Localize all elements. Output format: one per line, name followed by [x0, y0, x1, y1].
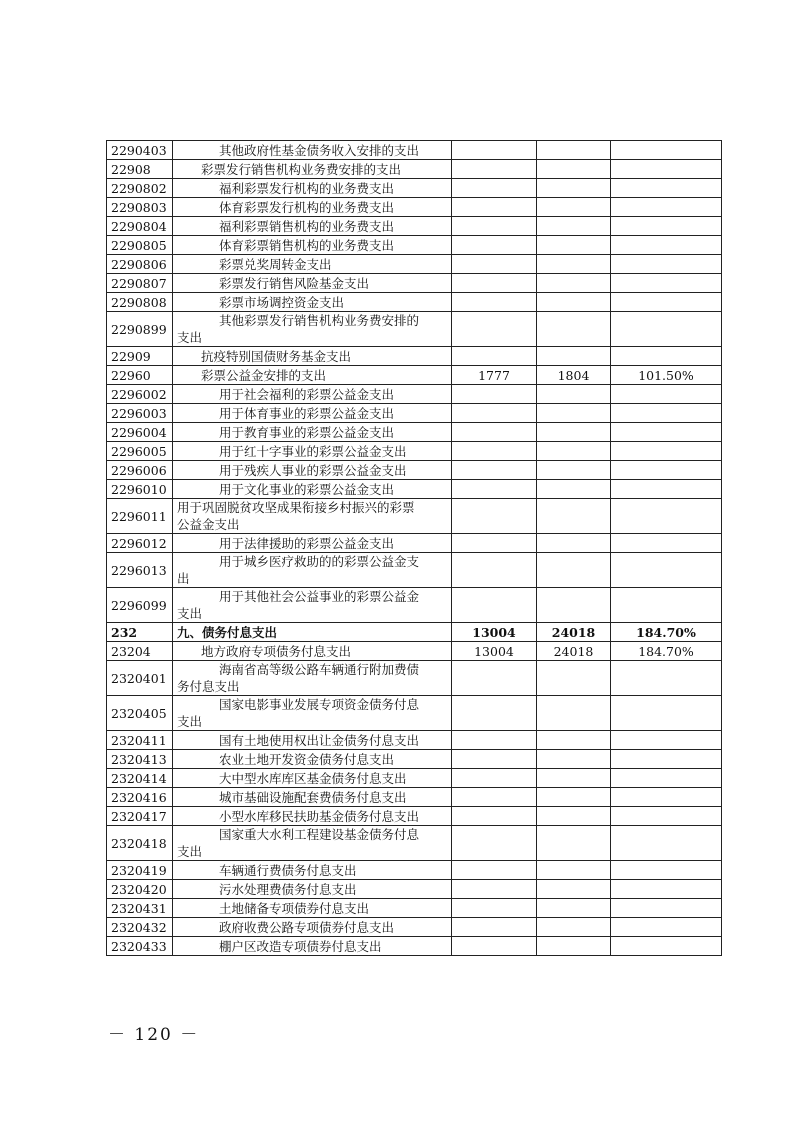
- row-value-budget: [452, 236, 537, 255]
- row-name: [173, 217, 452, 236]
- row-value-budget: [452, 788, 537, 807]
- table-row: [107, 880, 722, 899]
- row-value-percent: [611, 696, 722, 731]
- row-name-line1: 用于巩固脱贫攻坚成果衔接乡村振兴的彩票: [177, 500, 415, 515]
- row-code: 2320405: [107, 696, 173, 731]
- row-code: 2320416: [107, 788, 173, 807]
- row-value-budget: [452, 731, 537, 750]
- table-row: [107, 217, 722, 236]
- row-code: 2320418: [107, 826, 173, 861]
- row-name: [173, 623, 452, 642]
- row-value-actual: [537, 661, 611, 696]
- row-name-line2: 支出: [177, 606, 203, 621]
- row-name: [173, 179, 452, 198]
- row-code: 2296005: [107, 442, 173, 461]
- row-value-percent: 184.70%: [611, 623, 722, 642]
- table-row: [107, 788, 722, 807]
- row-value-budget: [452, 347, 537, 366]
- row-value-actual: [537, 499, 611, 534]
- row-name-text: 地方政府专项债务付息支出: [201, 643, 352, 659]
- row-value-budget: [452, 217, 537, 236]
- row-name-text: 国有土地使用权出让金债务付息支出: [219, 732, 420, 748]
- row-code: 2290805: [107, 236, 173, 255]
- table-row: [107, 179, 722, 198]
- table-row: [107, 826, 722, 861]
- row-name: [173, 499, 452, 534]
- row-value-percent: [611, 553, 722, 588]
- row-value-percent: [611, 588, 722, 623]
- row-value-percent: [611, 217, 722, 236]
- row-value-budget: [452, 826, 537, 861]
- row-name: [173, 198, 452, 217]
- row-name-line1: 其他彩票发行销售机构业务费安排的: [219, 313, 420, 328]
- page-number: － 120 －: [108, 1025, 200, 1045]
- row-name-text: 政府收费公路专项债券付息支出: [219, 919, 395, 935]
- row-name: [173, 642, 452, 661]
- row-name-line2: 支出: [177, 714, 203, 729]
- table-row: [107, 461, 722, 480]
- row-value-percent: [611, 312, 722, 347]
- row-value-percent: [611, 937, 722, 956]
- row-value-percent: [611, 661, 722, 696]
- table-row: [107, 499, 722, 534]
- row-value-budget: [452, 293, 537, 312]
- row-value-actual: [537, 236, 611, 255]
- row-code: 2290807: [107, 274, 173, 293]
- row-name-line2: 务付息支出: [177, 679, 240, 694]
- table-row: [107, 861, 722, 880]
- table-row: [107, 255, 722, 274]
- row-name-text: 体育彩票销售机构的业务费支出: [219, 237, 395, 253]
- row-name: [173, 534, 452, 553]
- row-code: 232: [107, 623, 173, 642]
- row-value-actual: 24018: [537, 623, 611, 642]
- row-code: 2290803: [107, 198, 173, 217]
- row-value-budget: [452, 160, 537, 179]
- row-value-percent: 101.50%: [611, 366, 722, 385]
- row-name-text: 彩票兑奖周转金支出: [219, 256, 332, 272]
- row-name: [173, 293, 452, 312]
- row-code: 22960: [107, 366, 173, 385]
- row-name-text: 九、债务付息支出: [177, 624, 278, 640]
- row-value-percent: [611, 274, 722, 293]
- row-code: 2296002: [107, 385, 173, 404]
- row-name: [173, 312, 452, 347]
- table-row: [107, 347, 722, 366]
- row-code: 2296006: [107, 461, 173, 480]
- row-name: [173, 347, 452, 366]
- row-name: [173, 769, 452, 788]
- row-value-percent: [611, 160, 722, 179]
- table-row: [107, 404, 722, 423]
- row-value-budget: [452, 480, 537, 499]
- row-value-percent: [611, 534, 722, 553]
- row-value-actual: [537, 788, 611, 807]
- table-row: [107, 769, 722, 788]
- row-value-actual: [537, 807, 611, 826]
- row-value-budget: [452, 661, 537, 696]
- row-value-percent: [611, 404, 722, 423]
- table-row: [107, 623, 722, 642]
- row-name-text: 农业土地开发资金债务付息支出: [219, 751, 395, 767]
- row-code: 22908: [107, 160, 173, 179]
- row-name-line1: 海南省高等级公路车辆通行附加费债: [219, 662, 420, 677]
- row-value-actual: [537, 534, 611, 553]
- row-value-actual: [537, 347, 611, 366]
- row-name-text: 污水处理费债务付息支出: [219, 881, 357, 897]
- row-value-percent: [611, 347, 722, 366]
- row-name: [173, 588, 452, 623]
- table-row: [107, 588, 722, 623]
- row-value-percent: [611, 861, 722, 880]
- row-value-budget: 1777: [452, 366, 537, 385]
- row-name-text: 用于社会福利的彩票公益金支出: [219, 386, 395, 402]
- row-value-budget: [452, 198, 537, 217]
- row-value-actual: [537, 423, 611, 442]
- row-value-percent: [611, 731, 722, 750]
- row-code: 2290802: [107, 179, 173, 198]
- row-code: 2320401: [107, 661, 173, 696]
- row-code: 2290403: [107, 141, 173, 160]
- table-row: [107, 553, 722, 588]
- row-value-actual: [537, 696, 611, 731]
- row-value-budget: [452, 404, 537, 423]
- row-value-actual: [537, 553, 611, 588]
- row-name: [173, 160, 452, 179]
- row-name: [173, 553, 452, 588]
- row-name: [173, 696, 452, 731]
- row-code: 2296099: [107, 588, 173, 623]
- row-value-budget: [452, 461, 537, 480]
- row-code: 2290808: [107, 293, 173, 312]
- row-name-line1: 用于其他社会公益事业的彩票公益金: [219, 589, 420, 604]
- row-value-actual: [537, 385, 611, 404]
- row-value-budget: 13004: [452, 642, 537, 661]
- row-value-percent: [611, 899, 722, 918]
- row-name: [173, 750, 452, 769]
- row-value-budget: 13004: [452, 623, 537, 642]
- row-value-budget: [452, 769, 537, 788]
- row-value-budget: [452, 750, 537, 769]
- row-value-actual: [537, 179, 611, 198]
- row-value-percent: [611, 807, 722, 826]
- row-value-actual: [537, 274, 611, 293]
- row-name-line2: 公益金支出: [177, 517, 240, 532]
- row-value-budget: [452, 588, 537, 623]
- row-name-line2: 出: [177, 571, 190, 586]
- row-code: 2320411: [107, 731, 173, 750]
- table-row: [107, 918, 722, 937]
- row-name-text: 福利彩票销售机构的业务费支出: [219, 218, 395, 234]
- row-code: 2320419: [107, 861, 173, 880]
- row-name-text: 其他政府性基金债务收入安排的支出: [219, 142, 420, 158]
- row-value-percent: [611, 918, 722, 937]
- table-row: [107, 312, 722, 347]
- budget-table: [106, 140, 722, 956]
- row-code: 2290899: [107, 312, 173, 347]
- table-row: [107, 293, 722, 312]
- row-name-text: 用于体育事业的彩票公益金支出: [219, 405, 395, 421]
- row-name-line1: 用于城乡医疗救助的的彩票公益金支: [219, 554, 420, 569]
- table-row: [107, 534, 722, 553]
- row-name-line1: 国家电影事业发展专项资金债务付息: [219, 697, 420, 712]
- row-value-actual: [537, 442, 611, 461]
- row-name: [173, 861, 452, 880]
- row-name-text: 福利彩票发行机构的业务费支出: [219, 180, 395, 196]
- row-value-actual: [537, 461, 611, 480]
- row-value-percent: [611, 826, 722, 861]
- row-value-actual: [537, 826, 611, 861]
- row-value-actual: [537, 141, 611, 160]
- row-value-percent: [611, 499, 722, 534]
- table-row: [107, 480, 722, 499]
- table-row: [107, 696, 722, 731]
- row-value-actual: 1804: [537, 366, 611, 385]
- table-row: [107, 160, 722, 179]
- row-code: 2296012: [107, 534, 173, 553]
- row-name: [173, 807, 452, 826]
- row-value-actual: [537, 899, 611, 918]
- row-value-percent: [611, 255, 722, 274]
- row-value-actual: [537, 937, 611, 956]
- row-code: 22909: [107, 347, 173, 366]
- row-value-percent: [611, 141, 722, 160]
- row-code: 23204: [107, 642, 173, 661]
- table-row: [107, 385, 722, 404]
- row-value-budget: [452, 534, 537, 553]
- row-value-percent: [611, 788, 722, 807]
- row-name-text: 用于法律援助的彩票公益金支出: [219, 535, 395, 551]
- row-value-actual: [537, 160, 611, 179]
- row-code: 2320417: [107, 807, 173, 826]
- table-row: [107, 236, 722, 255]
- row-value-budget: [452, 861, 537, 880]
- row-value-budget: [452, 880, 537, 899]
- table-row: [107, 899, 722, 918]
- row-code: 2320432: [107, 918, 173, 937]
- row-name-text: 体育彩票发行机构的业务费支出: [219, 199, 395, 215]
- row-name-line2: 支出: [177, 330, 203, 345]
- row-name: [173, 461, 452, 480]
- row-name-text: 用于文化事业的彩票公益金支出: [219, 481, 395, 497]
- row-code: 2296013: [107, 553, 173, 588]
- row-code: 2296004: [107, 423, 173, 442]
- row-value-actual: [537, 404, 611, 423]
- row-value-budget: [452, 899, 537, 918]
- row-value-budget: [452, 553, 537, 588]
- row-name: [173, 899, 452, 918]
- row-name: [173, 141, 452, 160]
- row-name-text: 小型水库移民扶助基金债务付息支出: [219, 808, 420, 824]
- row-value-percent: [611, 750, 722, 769]
- row-name: [173, 404, 452, 423]
- row-value-actual: [537, 217, 611, 236]
- row-code: 2320414: [107, 769, 173, 788]
- row-name: [173, 826, 452, 861]
- table-row: [107, 807, 722, 826]
- row-value-budget: [452, 274, 537, 293]
- row-value-percent: 184.70%: [611, 642, 722, 661]
- row-name-text: 用于教育事业的彩票公益金支出: [219, 424, 395, 440]
- row-value-actual: [537, 750, 611, 769]
- row-value-budget: [452, 423, 537, 442]
- row-code: 2290806: [107, 255, 173, 274]
- row-value-budget: [452, 312, 537, 347]
- row-value-percent: [611, 293, 722, 312]
- row-value-actual: [537, 769, 611, 788]
- row-name-line2: 支出: [177, 844, 203, 859]
- table-row: [107, 937, 722, 956]
- row-name-text: 大中型水库库区基金债务付息支出: [219, 770, 407, 786]
- row-value-actual: [537, 293, 611, 312]
- row-value-percent: [611, 236, 722, 255]
- row-value-percent: [611, 179, 722, 198]
- table-row: [107, 731, 722, 750]
- row-name: [173, 661, 452, 696]
- row-code: 2296003: [107, 404, 173, 423]
- row-value-actual: [537, 312, 611, 347]
- row-name: [173, 480, 452, 499]
- row-value-actual: [537, 480, 611, 499]
- row-value-actual: [537, 198, 611, 217]
- row-value-budget: [452, 141, 537, 160]
- row-value-budget: [452, 937, 537, 956]
- row-value-budget: [452, 255, 537, 274]
- row-value-budget: [452, 442, 537, 461]
- row-code: 2296011: [107, 499, 173, 534]
- row-value-percent: [611, 198, 722, 217]
- row-value-budget: [452, 499, 537, 534]
- row-value-budget: [452, 179, 537, 198]
- table-body: [107, 141, 722, 956]
- row-name: [173, 366, 452, 385]
- row-value-actual: [537, 731, 611, 750]
- table-row: [107, 750, 722, 769]
- table-row: [107, 642, 722, 661]
- row-value-budget: [452, 385, 537, 404]
- row-value-actual: [537, 861, 611, 880]
- row-code: 2320420: [107, 880, 173, 899]
- row-value-budget: [452, 807, 537, 826]
- row-name: [173, 236, 452, 255]
- row-value-actual: [537, 588, 611, 623]
- table-row: [107, 423, 722, 442]
- row-value-percent: [611, 480, 722, 499]
- row-value-actual: [537, 918, 611, 937]
- row-name: [173, 880, 452, 899]
- row-name-text: 用于红十字事业的彩票公益金支出: [219, 443, 407, 459]
- row-name: [173, 423, 452, 442]
- row-name: [173, 937, 452, 956]
- row-code: 2290804: [107, 217, 173, 236]
- row-name: [173, 274, 452, 293]
- row-code: 2320431: [107, 899, 173, 918]
- row-value-actual: 24018: [537, 642, 611, 661]
- row-code: 2296010: [107, 480, 173, 499]
- row-value-budget: [452, 918, 537, 937]
- row-value-percent: [611, 442, 722, 461]
- row-name: [173, 788, 452, 807]
- row-value-percent: [611, 385, 722, 404]
- row-name-text: 车辆通行费债务付息支出: [219, 862, 357, 878]
- row-name-text: 抗疫特别国债财务基金支出: [201, 348, 352, 364]
- table-row: [107, 141, 722, 160]
- row-code: 2320433: [107, 937, 173, 956]
- row-name: [173, 385, 452, 404]
- table-row: [107, 442, 722, 461]
- row-value-actual: [537, 255, 611, 274]
- table-row: [107, 661, 722, 696]
- row-name: [173, 731, 452, 750]
- table-row: [107, 274, 722, 293]
- row-value-percent: [611, 461, 722, 480]
- row-code: 2320413: [107, 750, 173, 769]
- row-value-actual: [537, 880, 611, 899]
- row-name-text: 棚户区改造专项债券付息支出: [219, 938, 382, 954]
- table-row: [107, 198, 722, 217]
- row-value-percent: [611, 423, 722, 442]
- row-name-text: 城市基础设施配套费债务付息支出: [219, 789, 407, 805]
- row-name-text: 用于残疾人事业的彩票公益金支出: [219, 462, 407, 478]
- row-value-budget: [452, 696, 537, 731]
- row-value-percent: [611, 880, 722, 899]
- row-name: [173, 442, 452, 461]
- row-name-text: 彩票发行销售风险基金支出: [219, 275, 370, 291]
- row-name-line1: 国家重大水利工程建设基金债务付息: [219, 827, 420, 842]
- row-name-text: 彩票发行销售机构业务费安排的支出: [201, 161, 402, 177]
- row-name-text: 土地储备专项债券付息支出: [219, 900, 370, 916]
- row-name-text: 彩票市场调控资金支出: [219, 294, 345, 310]
- table-row: [107, 366, 722, 385]
- row-name-text: 彩票公益金安排的支出: [201, 367, 327, 383]
- row-value-percent: [611, 769, 722, 788]
- row-name: [173, 255, 452, 274]
- row-name: [173, 918, 452, 937]
